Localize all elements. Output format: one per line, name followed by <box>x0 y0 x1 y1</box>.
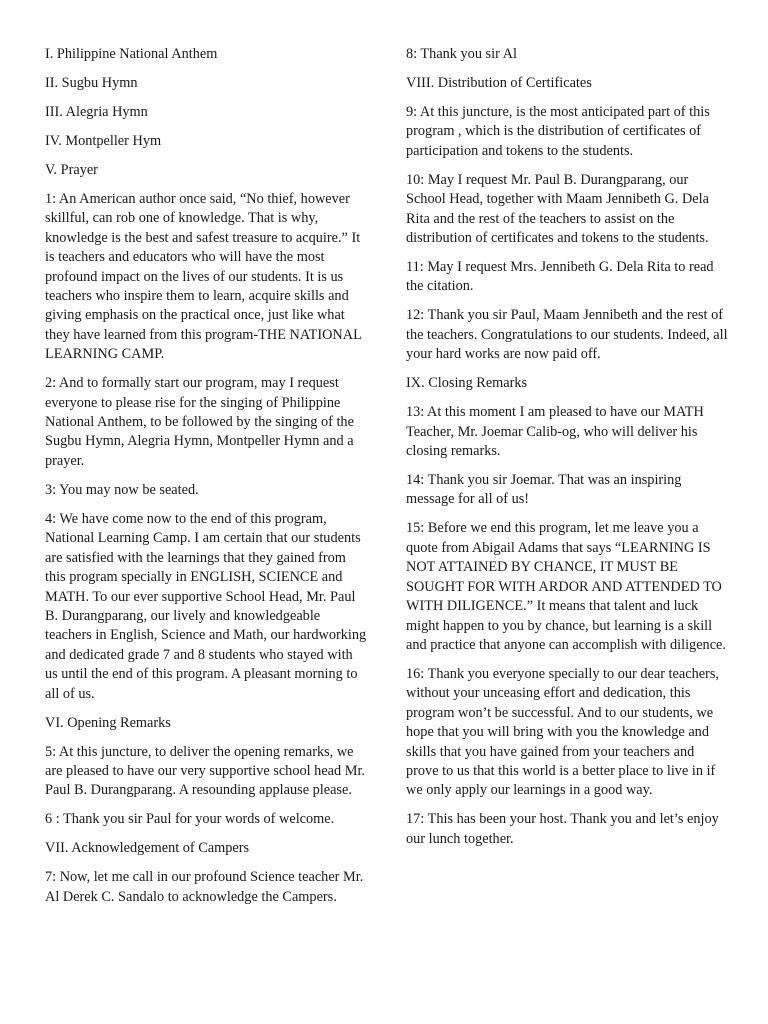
script-line-2: 2: And to formally start our program, may I request everyone to please rise for the singing of Philippine National Anthem, to be followed by the singing of the Sugbu Hymn, Alegria Hymn, Montpeller Hymn and a prayer. <box>45 375 354 469</box>
script-line-16: 16: Thank you everyone specially to our dear teachers, without your unceasing effort and dedication, this program won’t be successful. And to our students, we hope that you will bring with you the knowledge and skills that you have gained from your teachers and prove to us that this world is a better place to live in if we only apply our learnings in a good way. <box>406 665 719 799</box>
script-line-17: 17: This has been your host. Thank you and let’s enjoy our lunch together. <box>406 811 719 847</box>
script-line-10: 10: May I request Mr. Paul B. Durangparang, our School Head, together with Maam Jennibeth G. Dela Rita and the rest of the teachers to assist on the distribution of certificates and tokens to the students. <box>406 171 709 247</box>
script-line-9: 9: At this juncture, is the most anticipated part of this program , which is the distribution of certificates of participation and tokens to the students. <box>406 104 710 159</box>
script-line-15: 15: Before we end this program, let me leave you a quote from Abigail Adams that says “LEARNING IS NOT ATTAINED BY CHANCE, IT MUST BE SOUGHT FOR WITH ARDOR AND ATTENDED TO WITH DILIGENCE.” It means that talent and luck might happen to you by chance, but learning is a skill and practice that anyone can accomplish with diligence. <box>406 520 726 653</box>
section-heading-closing-remarks: IX. Closing Remarks <box>406 375 528 392</box>
program-item-montpeller-hymn: IV. Montpeller Hym <box>45 133 162 149</box>
script-line-3: 3: You may now be seated. <box>45 481 199 498</box>
program-item-prayer: V. Prayer <box>45 162 98 178</box>
program-item-anthem: I. Philippine National Anthem <box>45 46 218 62</box>
section-heading-acknowledgement: VII. Acknowledgement of Campers <box>45 840 250 857</box>
script-line-4: 4: We have come now to the end of this program, National Learning Camp. I am certain that our students are satisfied with the learnings that they gained from this program specially in ENGLISH, SCIENCE and MATH. To our ever supportive School Head, Mr. Paul B. Durangparang, our lively and knowledgeable teachers in English, Science and Math, our hardworking and dedicated grade 7 and 8 students who stayed with us until the end of this program. A pleasant morning to all of us. <box>45 510 367 702</box>
script-line-5: 5: At this juncture, to deliver the opening remarks, we are pleased to have our very supportive school head Mr. Paul B. Durangparang. A resounding applause please. <box>45 743 365 799</box>
section-heading-opening-remarks: VI. Opening Remarks <box>45 714 171 731</box>
script-line-6: 6 : Thank you sir Paul for your words of welcome. <box>45 811 335 828</box>
right-column <box>406 45 728 859</box>
left-column <box>45 45 367 917</box>
script-line-1: 1: An American author once said, “No thief, however skillful, can rob one of knowledge. That is why, knowledge is the best and safest treasure to acquire.” It is teachers and educators who will have the most profound impact on the lives of our students. It is us teachers who inspire them to learn, acquire skills and giving emphasis on the practical once, just like what they have learned from this program-THE NATIONAL LEARNING CAMP. <box>45 191 362 363</box>
script-line-7: 7: Now, let me call in our profound Science teacher Mr. Al Derek C. Sandalo to acknowledge the Campers. <box>45 869 364 905</box>
script-line-13: 13: At this moment I am pleased to have our MATH Teacher, Mr. Joemar Calib-og, who will deliver his closing remarks. <box>406 404 704 460</box>
program-item-sugbu-hymn: II. Sugbu Hymn <box>45 75 138 91</box>
script-line-14: 14: Thank you sir Joemar. That was an inspiring message for all of us! <box>406 472 682 508</box>
script-line-8: 8: Thank you sir Al <box>406 46 517 62</box>
program-item-alegria-hymn: III. Alegria Hymn <box>45 104 148 120</box>
section-heading-certificates: VIII. Distribution of Certificates <box>406 75 592 91</box>
script-line-12: 12: Thank you sir Paul, Maam Jennibeth and the rest of the teachers. Congratulations to our students. Indeed, all your hard works are now paid off. <box>406 307 728 363</box>
script-line-11: 11: May I request Mrs. Jennibeth G. Dela Rita to read the citation. <box>406 259 714 295</box>
